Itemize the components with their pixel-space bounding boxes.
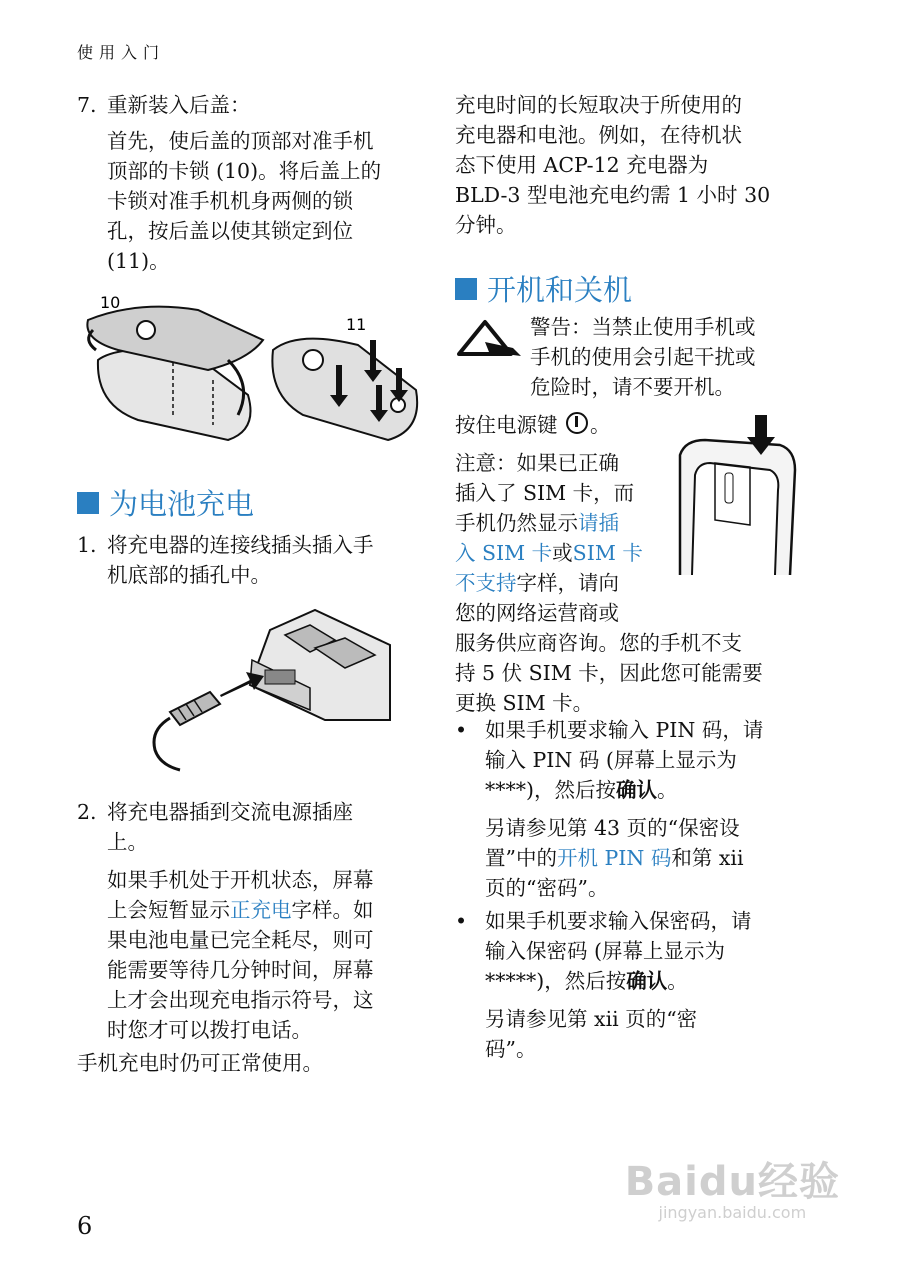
notice-line: 更换 SIM 卡。 — [455, 691, 594, 715]
step-line: 卡锁对准手机机身两侧的锁 — [107, 189, 353, 213]
baidu-watermark — [625, 1150, 840, 1222]
pin-bullet — [455, 715, 815, 903]
section-marker-icon — [455, 278, 477, 300]
confirm-key-label: 确认 — [626, 969, 668, 993]
warning-text — [530, 312, 810, 402]
charging-status-link[interactable]: 正充电 — [230, 898, 292, 922]
step-line: 孔，按后盖以使其锁定到位 — [107, 219, 353, 243]
sim-unsupported-link[interactable]: SIM 卡 — [572, 541, 643, 565]
detail-line: 能需要等待几分钟时间，屏幕 — [107, 958, 374, 982]
confirm-key-label: 确认 — [616, 778, 657, 802]
bullet-line: 输入 PIN 码 (屏幕上显示为 — [485, 748, 737, 772]
bullet-icon: • — [455, 718, 468, 742]
ref-line: 置”中的开机 PIN 码和第 xii — [485, 846, 744, 870]
step-line: 将充电器插到交流电源插座 — [107, 800, 353, 824]
step-2-detail — [107, 865, 427, 1045]
notice-line: 持 5 伏 SIM 卡，因此您可能需要 — [455, 661, 763, 685]
step-line: 机底部的插孔中。 — [107, 563, 271, 587]
detail-line: 时您才可以拨打电话。 — [107, 1018, 312, 1042]
section-title: 为电池充电 — [109, 487, 255, 521]
step-line: 将充电器的连接线插头插入手 — [107, 533, 374, 557]
step-2 — [77, 797, 427, 1045]
power-key-icon — [566, 412, 588, 434]
bullet-line: 输入保密码 (屏幕上显示为 — [485, 939, 726, 963]
step-line: 上。 — [107, 830, 148, 854]
notice-line: 服务供应商咨询。您的手机不支 — [455, 631, 742, 655]
detail-line: 上才会出现充电指示符号，这 — [107, 988, 374, 1012]
step-number: 2. — [77, 800, 97, 824]
sim-unsupported-link-cont[interactable]: 不支持 — [455, 571, 517, 595]
page-number: 6 — [77, 1212, 93, 1240]
para-line: BLD-3 型电池充电约需 1 小时 30 — [455, 183, 771, 207]
bullet-line: *****)，然后按确认。 — [485, 969, 688, 993]
bullet-line: ****)，然后按确认。 — [485, 778, 678, 802]
charging-note: 手机充电时仍可正常使用。 — [77, 1051, 323, 1075]
ref-line: 另请参见第 xii 页的“密 — [485, 1007, 698, 1031]
insert-sim-link[interactable]: 请插 — [578, 511, 619, 535]
para-line: 分钟。 — [455, 213, 517, 237]
watermark-url: jingyan.baidu.com — [658, 1203, 807, 1222]
para-line: 充电时间的长短取决于所使用的 — [455, 93, 742, 117]
section-marker-icon — [77, 492, 99, 514]
notice-line: 注意：如果已正确 — [455, 451, 619, 475]
step-line: (11)。 — [107, 249, 170, 273]
step-1 — [77, 530, 427, 590]
notice-line: 不支持字样，请向 — [455, 571, 619, 595]
notice-line: 入 SIM 卡或SIM 卡 — [455, 541, 643, 565]
step-line: 首先，使后盖的顶部对准手机 — [107, 129, 374, 153]
section-heading-power — [455, 268, 632, 309]
detail-line: 上会短暂显示正充电字样。如 — [107, 898, 374, 922]
step-number: 1. — [77, 533, 97, 557]
notice-line: 插入了 SIM 卡，而 — [455, 481, 635, 505]
sim-notice — [455, 448, 815, 718]
warning-line: 危险时，请不要开机。 — [530, 375, 735, 399]
warning-line: 手机的使用会引起干扰或 — [530, 345, 756, 369]
detail-line: 如果手机处于开机状态，屏幕 — [107, 868, 374, 892]
detail-line: 果电池电量已完全耗尽，则可 — [107, 928, 374, 952]
warning-icon — [455, 318, 525, 358]
warning-line: 警告：当禁止使用手机或 — [530, 315, 756, 339]
section-heading-charge — [77, 482, 254, 523]
ref-line: 码”。 — [485, 1037, 537, 1061]
power-on-pin-link[interactable]: 开机 PIN 码 — [556, 846, 672, 870]
security-reference — [485, 1004, 815, 1064]
step-title: 重新装入后盖： — [107, 93, 251, 117]
notice-line: 手机仍然显示请插 — [455, 511, 619, 535]
page-header: 使用入门 — [77, 43, 166, 62]
power-instruction: 按住电源键 。 — [455, 413, 611, 437]
pin-reference — [485, 813, 815, 903]
notice-line: 您的网络运营商或 — [455, 601, 619, 625]
para-line: 充电器和电池。例如，在待机状 — [455, 123, 742, 147]
para-line: 态下使用 ACP-12 充电器为 — [455, 153, 709, 177]
security-code-bullet — [455, 906, 815, 1064]
bullet-icon: • — [455, 909, 468, 933]
insert-sim-link-cont[interactable]: 入 SIM 卡 — [455, 541, 553, 565]
back-cover-illustration — [78, 290, 423, 450]
step-7 — [77, 90, 427, 276]
charger-plug-illustration — [150, 600, 395, 775]
figure-label-11: 11 — [346, 315, 367, 334]
bullet-line: 如果手机要求输入 PIN 码，请 — [485, 718, 764, 742]
step-line: 顶部的卡锁 (10)。将后盖上的 — [107, 159, 382, 183]
watermark-logo: Baidu经验 — [624, 1159, 840, 1205]
ref-line: 页的“密码”。 — [485, 876, 609, 900]
section-title: 开机和关机 — [487, 273, 633, 307]
figure-label-10: 10 — [100, 293, 121, 312]
bullet-line: 如果手机要求输入保密码，请 — [485, 909, 752, 933]
charge-time-paragraph — [455, 90, 815, 240]
ref-line: 另请参见第 43 页的“保密设 — [485, 816, 740, 840]
step-number: 7. — [77, 93, 97, 117]
